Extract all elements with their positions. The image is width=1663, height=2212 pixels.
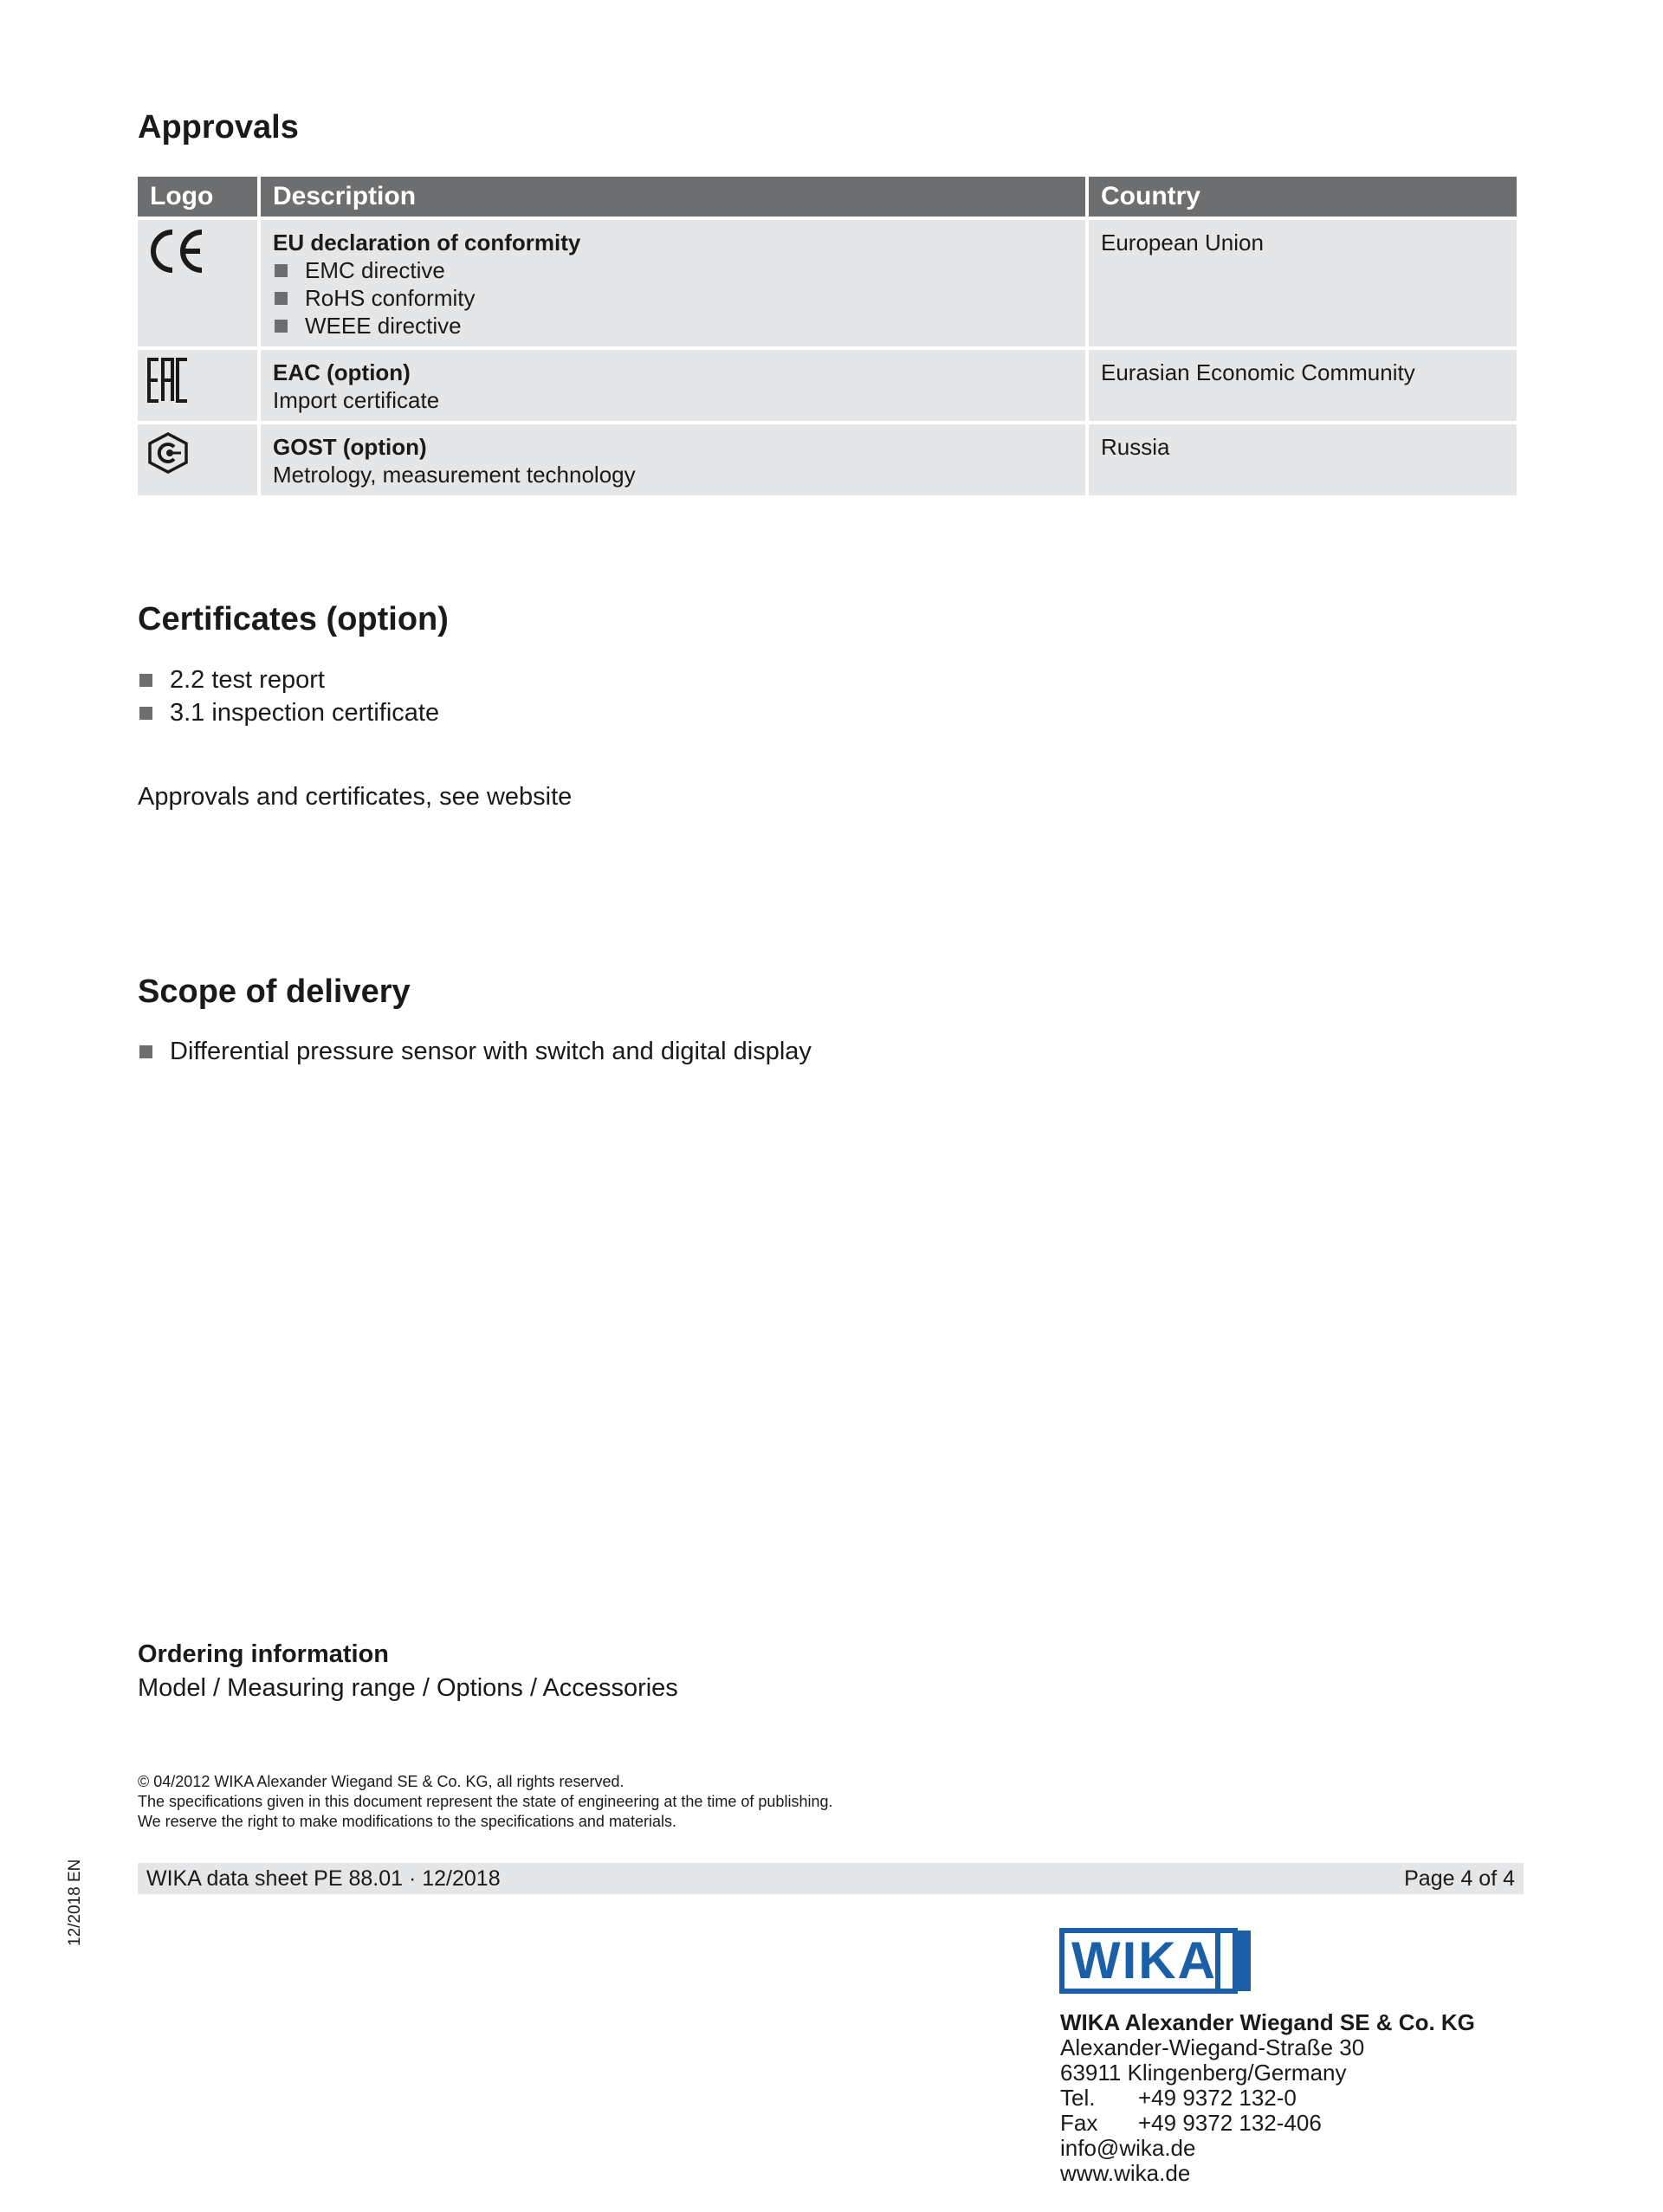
eac-mark-icon xyxy=(146,357,190,404)
table-row xyxy=(138,220,1517,346)
company-website[interactable]: www.wika.de xyxy=(1060,2160,1191,2186)
approvals-table xyxy=(134,173,1520,499)
country-cell: Russia xyxy=(1089,424,1517,495)
ordering-text: Model / Measuring range / Options / Accessories xyxy=(138,1674,678,1702)
list-item xyxy=(273,312,1073,340)
logo-cell xyxy=(138,424,257,495)
ce-mark-icon xyxy=(146,227,207,275)
logo-cell xyxy=(138,350,257,421)
bullet-square-icon xyxy=(275,292,288,305)
header-logo: Logo xyxy=(138,177,257,217)
company-address xyxy=(1060,2010,1475,2186)
wika-logo-text: WIKA xyxy=(1071,1931,1217,1989)
list-item xyxy=(138,663,439,696)
approval-title: EAC (option) xyxy=(273,359,411,385)
list-item-label: Differential pressure sensor with switch and digital display xyxy=(170,1038,812,1065)
certificates-list xyxy=(138,663,439,729)
legal-line: © 04/2012 WIKA Alexander Wiegand SE & Co. KG, all rights reserved. xyxy=(138,1773,624,1790)
bullet-square-icon xyxy=(139,707,152,720)
list-item xyxy=(138,1035,812,1068)
header-description: Description xyxy=(261,177,1085,217)
approval-title: EU declaration of conformity xyxy=(273,230,581,255)
tel-label: Tel. xyxy=(1060,2085,1096,2111)
description-cell xyxy=(261,350,1085,421)
bullet-square-icon xyxy=(275,320,288,333)
list-item xyxy=(273,256,1073,284)
gost-mark-icon xyxy=(146,431,190,475)
country-cell: European Union xyxy=(1089,220,1517,346)
list-item-label: RoHS conformity xyxy=(305,285,476,311)
header-country: Country xyxy=(1089,177,1517,217)
certificates-note: Approvals and certificates, see website xyxy=(138,783,573,811)
approval-subtitle: Metrology, measurement technology xyxy=(273,462,636,488)
side-date-label: 12/2018 EN xyxy=(66,1859,84,1946)
table-row xyxy=(138,424,1517,495)
legal-line: We reserve the right to make modifications to the specifications and materials. xyxy=(138,1813,676,1830)
tel-value: +49 9372 132-0 xyxy=(1138,2085,1297,2111)
company-tel xyxy=(1060,2086,1475,2111)
bullet-square-icon xyxy=(275,264,288,277)
datasheet-id: WIKA data sheet PE 88.01 · 12/2018 xyxy=(146,1866,501,1891)
bullet-square-icon xyxy=(139,1045,152,1058)
description-cell xyxy=(261,424,1085,495)
logo-cell xyxy=(138,220,257,346)
page-number: Page 4 of 4 xyxy=(1404,1866,1515,1891)
fax-label: Fax xyxy=(1060,2110,1098,2136)
bullet-square-icon xyxy=(139,674,152,687)
list-item xyxy=(138,696,439,729)
approval-subtitle: Import certificate xyxy=(273,387,440,413)
company-name: WIKA Alexander Wiegand SE & Co. KG xyxy=(1060,2009,1475,2035)
fax-value: +49 9372 132-406 xyxy=(1138,2110,1322,2136)
table-row xyxy=(138,350,1517,421)
description-cell xyxy=(261,220,1085,346)
approval-title: GOST (option) xyxy=(273,434,427,460)
legal-notice xyxy=(138,1772,832,1832)
legal-line: The specifications given in this document represent the state of engineering at the time of publishing. xyxy=(138,1793,833,1810)
country-cell: Eurasian Economic Community xyxy=(1089,350,1517,421)
wika-logo xyxy=(1059,1928,1253,1994)
list-item-label: WEEE directive xyxy=(305,313,462,339)
approvals-heading: Approvals xyxy=(138,109,299,146)
list-item-label: 2.2 test report xyxy=(170,666,325,694)
company-email[interactable]: info@wika.de xyxy=(1060,2135,1196,2161)
list-item xyxy=(273,284,1073,312)
certificates-heading: Certificates (option) xyxy=(138,601,449,637)
list-item-label: EMC directive xyxy=(305,257,445,283)
footer-bar xyxy=(138,1863,1524,1894)
company-fax xyxy=(1060,2111,1475,2136)
scope-list xyxy=(138,1035,812,1068)
company-city: 63911 Klingenberg/Germany xyxy=(1060,2060,1347,2086)
list-item-label: 3.1 inspection certificate xyxy=(170,699,440,727)
table-header-row xyxy=(138,177,1517,217)
scope-heading: Scope of delivery xyxy=(138,973,411,1010)
company-street: Alexander-Wiegand-Straße 30 xyxy=(1060,2034,1365,2060)
ordering-title: Ordering information xyxy=(138,1640,389,1668)
